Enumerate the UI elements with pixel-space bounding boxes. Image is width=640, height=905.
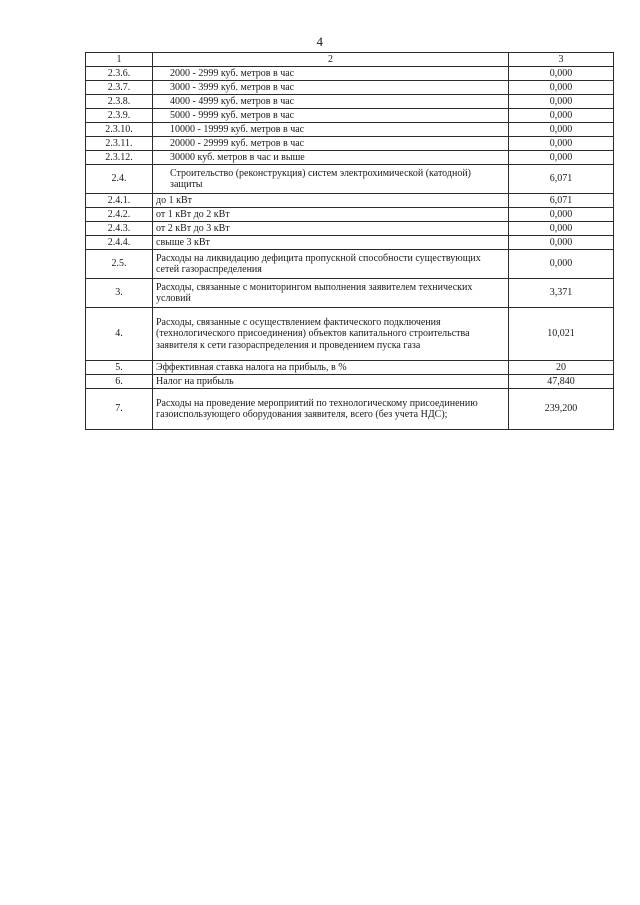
table-row [86, 236, 614, 250]
row-description: 3000 - 3999 куб. метров в час [153, 81, 509, 95]
row-number: 2.4.2. [86, 208, 153, 222]
row-value: 47,840 [509, 375, 614, 389]
table-row [86, 95, 614, 109]
row-description: свыше 3 кВт [153, 236, 509, 250]
column-header-3: 3 [509, 53, 614, 67]
row-description: Расходы, связанные с мониторингом выполнения заявителем технических условий [153, 279, 509, 308]
row-description: 5000 - 9999 куб. метров в час [153, 109, 509, 123]
row-number: 2.4. [86, 165, 153, 194]
table-row [86, 123, 614, 137]
table-row [86, 81, 614, 95]
table-row [86, 208, 614, 222]
page-number: 4 [316, 34, 324, 49]
row-value: 0,000 [509, 151, 614, 165]
row-value: 6,071 [509, 165, 614, 194]
row-value: 239,200 [509, 389, 614, 430]
row-value: 3,371 [509, 279, 614, 308]
row-description: 30000 куб. метров в час и выше [153, 151, 509, 165]
table-row [86, 165, 614, 194]
row-number: 3. [86, 279, 153, 308]
row-number: 2.4.3. [86, 222, 153, 236]
row-description: 10000 - 19999 куб. метров в час [153, 123, 509, 137]
table-row [86, 389, 614, 430]
table-row [86, 109, 614, 123]
table-row [86, 375, 614, 389]
row-number: 2.3.11. [86, 137, 153, 151]
row-value: 0,000 [509, 81, 614, 95]
table-row [86, 67, 614, 81]
row-number: 2.3.7. [86, 81, 153, 95]
row-value: 0,000 [509, 222, 614, 236]
row-description: 4000 - 4999 куб. метров в час [153, 95, 509, 109]
row-value: 6,071 [509, 194, 614, 208]
row-description: Расходы на ликвидацию дефицита пропускной способности существующих сетей газораспределения [153, 250, 509, 279]
row-number: 2.3.8. [86, 95, 153, 109]
table-header-row [86, 53, 614, 67]
row-value: 0,000 [509, 137, 614, 151]
column-header-1: 1 [86, 53, 153, 67]
row-number: 2.3.12. [86, 151, 153, 165]
row-value: 0,000 [509, 123, 614, 137]
row-number: 5. [86, 361, 153, 375]
row-value: 10,021 [509, 308, 614, 361]
row-description: от 1 кВт до 2 кВт [153, 208, 509, 222]
table-row [86, 361, 614, 375]
row-number: 7. [86, 389, 153, 430]
row-description: до 1 кВт [153, 194, 509, 208]
row-description: Расходы на проведение мероприятий по технологическому присоединению газоиспользующего оборудования заявителя, всего (без учета НДС); [153, 389, 509, 430]
row-number: 4. [86, 308, 153, 361]
row-value: 0,000 [509, 250, 614, 279]
table-row [86, 250, 614, 279]
row-number: 2.4.1. [86, 194, 153, 208]
row-description: от 2 кВт до 3 кВт [153, 222, 509, 236]
column-header-2: 2 [153, 53, 509, 67]
row-description: 2000 - 2999 куб. метров в час [153, 67, 509, 81]
row-description: Налог на прибыль [153, 375, 509, 389]
row-number: 2.3.6. [86, 67, 153, 81]
table-row [86, 151, 614, 165]
row-value: 0,000 [509, 109, 614, 123]
row-description: Эффективная ставка налога на прибыль, в % [153, 361, 509, 375]
row-number: 6. [86, 375, 153, 389]
table-row [86, 222, 614, 236]
row-value: 20 [509, 361, 614, 375]
row-description: 20000 - 29999 куб. метров в час [153, 137, 509, 151]
row-number: 2.5. [86, 250, 153, 279]
row-number: 2.3.10. [86, 123, 153, 137]
row-description: Расходы, связанные с осуществлением фактического подключения (технологического присоединения) объектов капитального строительства заявителя к сети газораспределения и проведением пуска газа [153, 308, 509, 361]
table-row [86, 194, 614, 208]
row-value: 0,000 [509, 208, 614, 222]
row-value: 0,000 [509, 67, 614, 81]
row-value: 0,000 [509, 236, 614, 250]
row-number: 2.4.4. [86, 236, 153, 250]
table-row [86, 308, 614, 361]
row-value: 0,000 [509, 95, 614, 109]
row-number: 2.3.9. [86, 109, 153, 123]
table-row [86, 137, 614, 151]
cost-table [85, 52, 614, 430]
table-row [86, 279, 614, 308]
row-description: Строительство (реконструкция) систем электрохимической (катодной) защиты [153, 165, 509, 194]
